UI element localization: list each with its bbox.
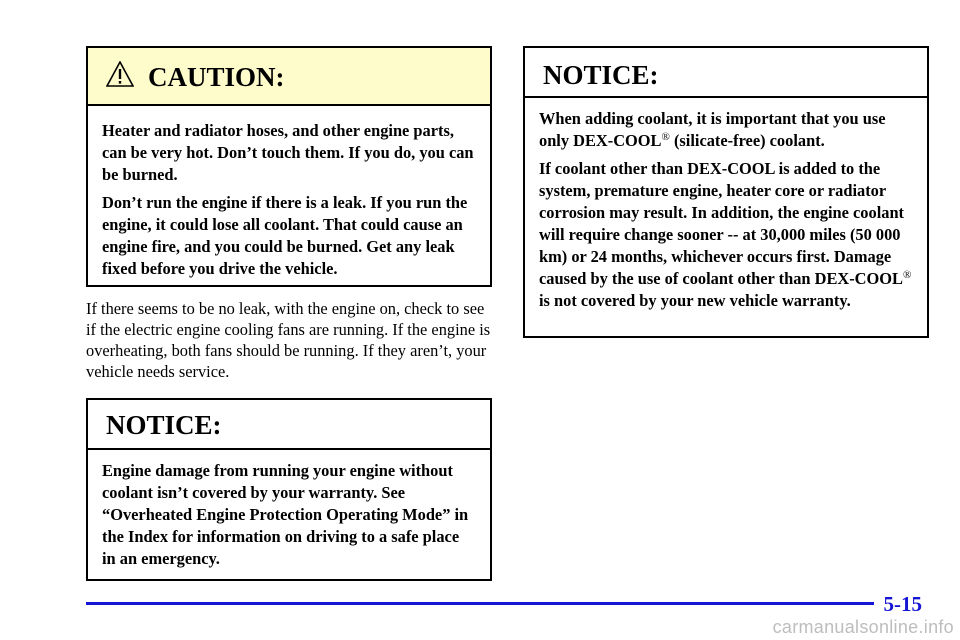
caution-paragraph: Heater and radiator hoses, and other engine parts, can be very hot. Don’t touch them. If you do, you can be burned.: [102, 121, 474, 184]
notice-paragraph: [539, 108, 913, 152]
watermark: carmanualsonline.info: [772, 617, 954, 637]
notice-title: NOTICE:: [106, 410, 222, 440]
notice-text: When adding coolant, it is important that you use only DEX-COOL: [539, 109, 886, 150]
page-number: 5-15: [883, 592, 922, 616]
notice-paragraph: [539, 158, 913, 312]
caution-header: [88, 48, 490, 106]
registered-mark: ®: [661, 131, 670, 143]
notice-box-right: [523, 46, 929, 338]
body-paragraph: If there seems to be no leak, with the engine on, check to see if the electric engine cooling fans are running. If the engine is overheating, both fans should be running. If they aren’t, your vehicle needs service.: [86, 299, 491, 381]
notice-header: [88, 400, 490, 450]
notice-header: [525, 48, 927, 98]
notice-title: NOTICE:: [543, 60, 659, 90]
notice-text: If coolant other than DEX-COOL is added to the system, premature engine, heater core or radiator corrosion may result. In addition, the engine coolant will require change sooner -- at 30,000 miles (50 000 km) or 24 months, whichever occurs first. Damage caused by the use of coolant other than DEX-COOL: [539, 159, 905, 288]
notice-box-left: [86, 398, 492, 581]
registered-mark: ®: [902, 269, 912, 281]
warning-triangle-icon: [106, 61, 134, 87]
footer-rule: [86, 602, 874, 605]
caution-box: [86, 46, 492, 287]
notice-paragraph: Engine damage from running your engine without coolant isn’t covered by your warranty. See “Overheated Engine Protection Operating Mode” in the Index for information on driving to a safe place in an emergency.: [102, 461, 469, 568]
caution-paragraph: Don’t run the engine if there is a leak. If you run the engine, it could lose all coolant. That could cause an engine fire, and you could be burned. Get any leak fixed before you drive the vehicle.: [102, 193, 468, 278]
notice-body: [525, 98, 927, 312]
notice-body: [88, 450, 490, 570]
caution-title: CAUTION:: [148, 62, 285, 92]
notice-text: is not covered by your new vehicle warranty.: [539, 291, 851, 310]
notice-text: (silicate-free) coolant.: [669, 131, 825, 150]
caution-body: [88, 106, 490, 280]
